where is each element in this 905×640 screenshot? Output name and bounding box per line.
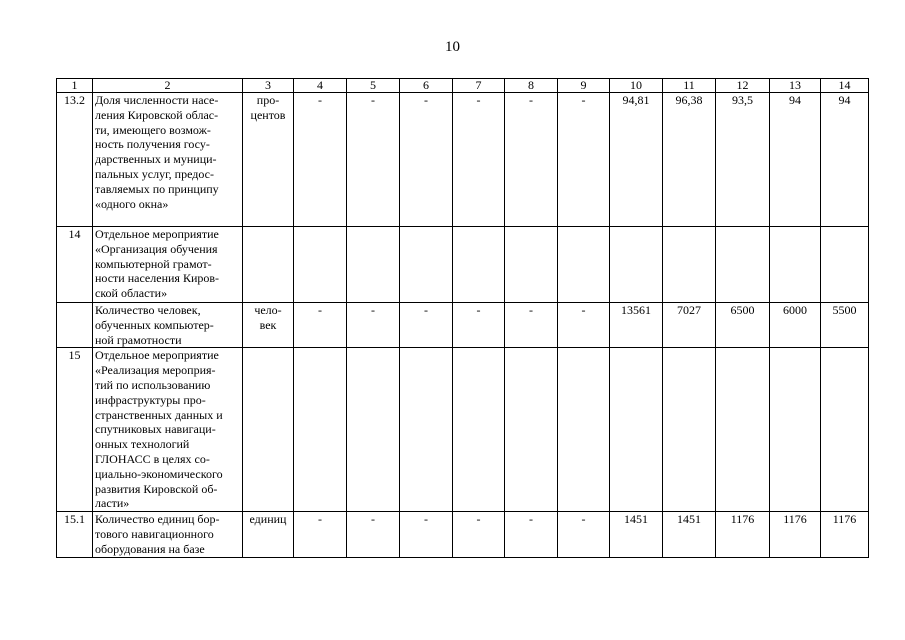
table-cell	[505, 227, 558, 303]
unit-of-measure	[243, 303, 294, 348]
row-number: 15.1	[57, 512, 93, 557]
table-cell	[663, 348, 716, 512]
column-header: 10	[610, 79, 663, 93]
column-header: 11	[663, 79, 716, 93]
unit-text: чело- век	[254, 303, 282, 332]
table-cell: -	[400, 93, 453, 227]
indicator-name	[93, 227, 243, 303]
table-cell: 6500	[716, 303, 770, 348]
table-cell: 1451	[610, 512, 663, 557]
table-cell: -	[400, 512, 453, 557]
table-cell: 7027	[663, 303, 716, 348]
column-number-header-row	[57, 79, 869, 93]
row-number: 13.2	[57, 93, 93, 227]
indicator-name-text: Количество единиц бор- тового навигационного оборудования на базе	[95, 512, 220, 556]
table-cell: -	[453, 512, 505, 557]
table-cell	[400, 348, 453, 512]
table-cell	[610, 227, 663, 303]
table-cell	[558, 227, 610, 303]
unit-text: про- центов	[250, 93, 286, 122]
column-header: 7	[453, 79, 505, 93]
table-cell: -	[505, 512, 558, 557]
table-cell	[453, 227, 505, 303]
column-header: 6	[400, 79, 453, 93]
table-cell: 93,5	[716, 93, 770, 227]
indicator-name-text: Отдельное мероприятие «Организация обучения компьютерной грамот- ности населения Киров- ской области»	[95, 227, 220, 301]
unit-text: единиц	[249, 512, 287, 527]
column-header: 14	[821, 79, 869, 93]
table-cell: -	[347, 303, 400, 348]
indicator-name	[93, 93, 243, 227]
column-header: 5	[347, 79, 400, 93]
table-cell	[453, 348, 505, 512]
row-number: 14	[57, 227, 93, 303]
unit-of-measure	[243, 512, 294, 557]
table-cell: -	[347, 93, 400, 227]
unit-of-measure	[243, 93, 294, 227]
row-number	[57, 303, 93, 348]
column-header: 12	[716, 79, 770, 93]
indicator-name	[93, 303, 243, 348]
unit-of-measure	[243, 348, 294, 512]
column-header: 13	[770, 79, 821, 93]
column-header: 3	[243, 79, 294, 93]
column-header: 9	[558, 79, 610, 93]
table-cell: 96,38	[663, 93, 716, 227]
table-cell: -	[347, 512, 400, 557]
indicator-name-text: Количество человек, обученных компьютер- ной грамотности	[95, 303, 214, 347]
table-cell: -	[294, 93, 347, 227]
table-cell: -	[558, 512, 610, 557]
table-cell	[400, 227, 453, 303]
table-cell: -	[558, 303, 610, 348]
table-cell: 1451	[663, 512, 716, 557]
table-cell	[821, 348, 869, 512]
table-cell: -	[294, 512, 347, 557]
unit-of-measure	[243, 227, 294, 303]
table-cell	[821, 227, 869, 303]
table-cell	[505, 348, 558, 512]
table-cell: -	[294, 303, 347, 348]
indicator-name	[93, 348, 243, 512]
table-row	[57, 512, 869, 557]
table-cell: 1176	[716, 512, 770, 557]
table-cell	[663, 227, 716, 303]
table-cell: 5500	[821, 303, 869, 348]
table-cell: 13561	[610, 303, 663, 348]
indicator-name-text: Отдельное мероприятие «Реализация мероприя- тий по использованию инфраструктуры про- странственных данных и спутниковых навигаци- онных технологий ГЛОНАСС в целях со- циально-экономического развития Кировской об- ласти»	[95, 348, 223, 511]
table-cell: -	[505, 303, 558, 348]
table-cell	[558, 348, 610, 512]
column-header: 4	[294, 79, 347, 93]
column-header: 8	[505, 79, 558, 93]
table-row	[57, 227, 869, 303]
table-cell	[716, 227, 770, 303]
table-cell: 94	[770, 93, 821, 227]
table-row	[57, 93, 869, 227]
table-row	[57, 303, 869, 348]
column-header: 1	[57, 79, 93, 93]
table-cell	[294, 348, 347, 512]
column-header: 2	[93, 79, 243, 93]
table-cell	[347, 348, 400, 512]
table-cell	[294, 227, 347, 303]
table-cell: 94	[821, 93, 869, 227]
table-cell: 1176	[821, 512, 869, 557]
table-cell: -	[505, 93, 558, 227]
page-number: 10	[445, 39, 460, 55]
table-cell	[347, 227, 400, 303]
table-cell	[770, 348, 821, 512]
table-cell: -	[400, 303, 453, 348]
table-cell: -	[558, 93, 610, 227]
table-cell: 6000	[770, 303, 821, 348]
table-cell	[716, 348, 770, 512]
table-cell: -	[453, 303, 505, 348]
table-cell: 94,81	[610, 93, 663, 227]
table-cell: -	[453, 93, 505, 227]
table-row	[57, 348, 869, 512]
table-cell	[610, 348, 663, 512]
row-number: 15	[57, 348, 93, 512]
table-cell: 1176	[770, 512, 821, 557]
indicators-table	[56, 78, 869, 558]
indicator-name	[93, 512, 243, 557]
indicator-name-text: Доля численности насе- ления Кировской облас- ти, имеющего возмож- ность получения госу- дарственных и муници- пальных услуг, предос- тавляемых по принципу «одного окна»	[95, 93, 219, 211]
table-cell	[770, 227, 821, 303]
